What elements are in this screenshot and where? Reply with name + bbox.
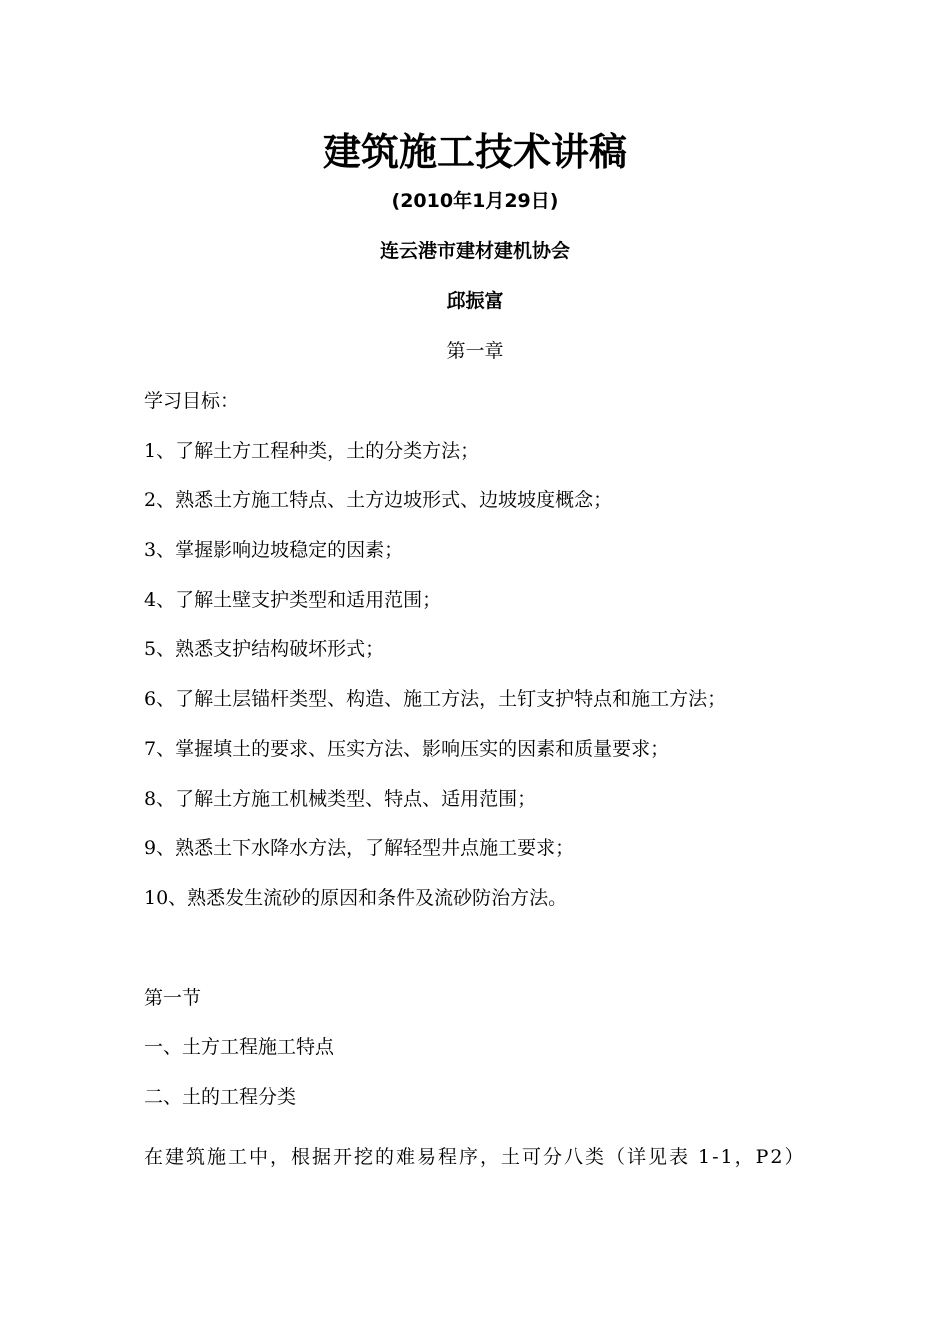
document-title: 建筑施工技术讲稿 (322, 130, 627, 174)
section-item: 二、土的工程分类 (144, 1086, 297, 1108)
objective-item: 1、了解土方工程种类，土的分类方法； (144, 440, 480, 462)
objective-item: 10、熟悉发生流砂的原因和条件及流砂防治方法。 (144, 887, 568, 909)
objective-item: 5、熟悉支护结构破坏形式； (144, 638, 385, 660)
objective-item: 4、了解土壁支护类型和适用范围； (144, 589, 442, 611)
objective-item: 7、掌握填土的要求、压实方法、影响压实的因素和质量要求； (144, 738, 670, 760)
objective-item: 8、了解土方施工机械类型、特点、适用范围； (144, 788, 537, 810)
objective-item: 9、熟悉土下水降水方法，了解轻型井点施工要求； (144, 837, 575, 859)
section-heading: 第一节 (144, 987, 202, 1009)
objective-item: 2、熟悉土方施工特点、土方边坡形式、边坡坡度概念； (144, 489, 613, 511)
document-date: (2010年1月29日) (391, 190, 559, 212)
objectives-heading: 学习目标： (144, 390, 240, 412)
author-name: 邱振富 (446, 290, 504, 312)
body-paragraph: 在建筑施工中，根据开挖的难易程序，土可分八类（详见表 1-1，P2） (144, 1146, 806, 1168)
objective-item: 6、了解土层锚杆类型、构造、施工方法，土钉支护特点和施工方法； (144, 688, 727, 710)
section-item: 一、土方工程施工特点 (144, 1036, 335, 1058)
objective-item: 3、掌握影响边坡稳定的因素； (144, 539, 404, 561)
chapter-heading: 第一章 (446, 340, 504, 362)
organization-name: 连云港市建材建机协会 (379, 240, 570, 262)
